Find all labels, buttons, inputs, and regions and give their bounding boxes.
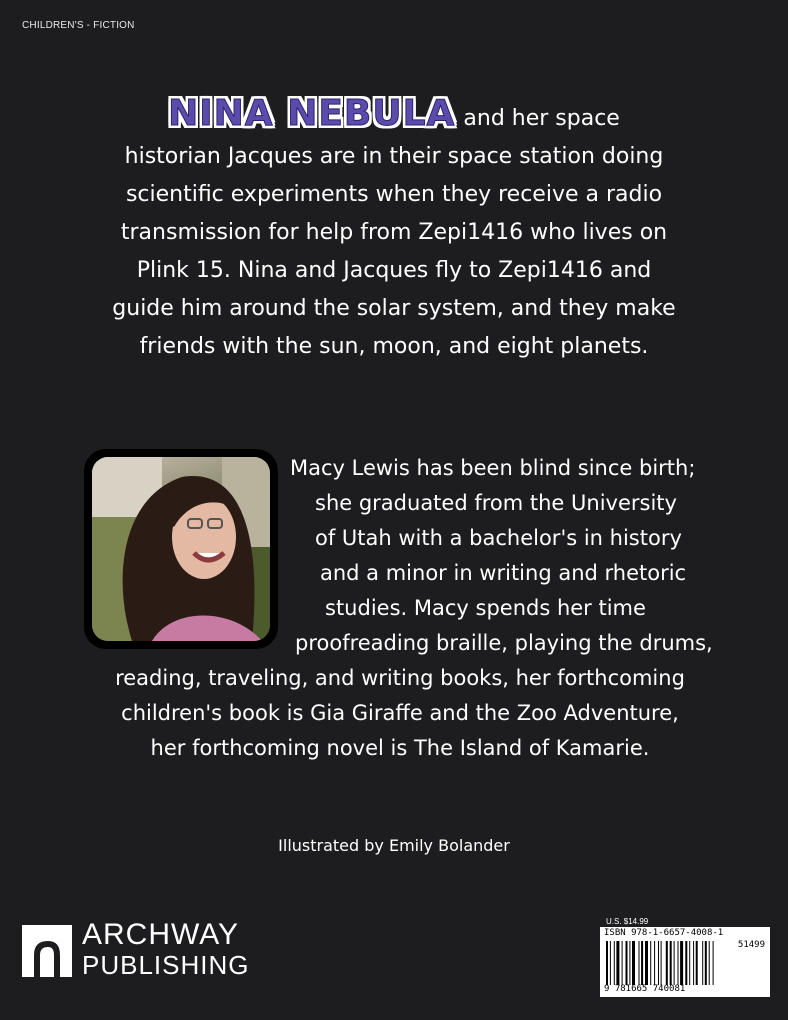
barcode-stripe	[616, 941, 619, 985]
barcode-stripe	[629, 941, 630, 985]
isbn-barcode	[600, 927, 770, 997]
barcode-stripe	[610, 941, 611, 985]
bio-line: she graduated from the University	[315, 491, 677, 515]
blurb-line: friends with the sun, moon, and eight planets.	[139, 334, 649, 359]
bio-line: her forthcoming novel is The Island of Kamarie.	[150, 736, 650, 760]
genre-label: CHILDREN'S - FICTION	[22, 20, 135, 31]
publisher-name-line2: PUBLISHING	[82, 950, 250, 980]
barcode-stripe	[626, 941, 628, 985]
barcode-addon-text: 51499	[737, 940, 765, 950]
barcode-stripe	[689, 941, 690, 985]
blurb-line: historian Jacques are in their space station doing	[124, 144, 664, 169]
barcode-stripe	[674, 941, 675, 985]
blurb-line-1	[60, 92, 728, 138]
barcode-stripe	[713, 941, 714, 985]
barcode-stripe	[666, 941, 668, 985]
barcode-stripe	[654, 941, 655, 985]
blurb-line: guide him around the solar system, and they make	[112, 296, 676, 321]
bio-line: reading, traveling, and writing books, her forthcoming	[115, 666, 685, 690]
bio-line: proofreading braille, playing the drums,	[295, 631, 713, 655]
barcode-stripe	[685, 941, 687, 985]
bio-line: Macy Lewis has been blind since birth;	[290, 456, 696, 480]
bio-line: of Utah with a bachelor's in history	[315, 526, 682, 550]
blurb-line: Plink 15. Nina and Jacques fly to Zepi1416 and	[136, 258, 652, 283]
barcode-stripe	[645, 941, 648, 985]
blurb-line: transmission for help from Zepi1416 who lives on	[120, 220, 668, 245]
barcode-stripe	[702, 941, 703, 985]
book-blurb	[60, 92, 728, 366]
barcode-stripe	[641, 941, 643, 985]
barcode-stripe	[670, 941, 672, 985]
bio-line: studies. Macy spends her time	[325, 596, 646, 620]
barcode-stripe	[632, 941, 635, 985]
barcode-stripe	[658, 941, 659, 985]
author-bio	[100, 451, 713, 766]
book-title-logo: NINA NEBULA	[168, 93, 456, 134]
barcode-stripe	[680, 941, 683, 985]
barcode-stripe	[650, 941, 651, 985]
blurb-line: scientific experiments when they receive a radio	[125, 182, 663, 207]
barcode-stripe	[705, 941, 707, 985]
barcode-stripe	[606, 941, 608, 985]
price-label: U.S. $14.99	[606, 917, 649, 926]
barcode-stripe	[696, 941, 698, 985]
bio-line: children's book is Gia Giraffe and the Zoo Adventure,	[121, 701, 679, 725]
ean-text: 9 781665 740081	[604, 984, 686, 994]
illustrator-credit: Illustrated by Emily Bolander	[278, 836, 510, 855]
barcode-stripe	[639, 941, 640, 985]
barcode-stripe	[614, 941, 615, 985]
archway-arch-icon	[22, 925, 72, 977]
isbn-text: ISBN 978-1-6657-4008-1	[604, 928, 724, 938]
bio-line: and a minor in writing and rhetoric	[320, 561, 687, 585]
barcode-stripe	[693, 941, 694, 985]
publisher-logo	[22, 918, 262, 980]
barcode-stripe	[709, 941, 710, 985]
barcode-stripe	[661, 941, 662, 985]
barcode-stripe	[622, 941, 623, 985]
blurb-line-1-text: and her space	[463, 106, 620, 131]
publisher-name-line1: ARCHWAY	[82, 918, 239, 951]
barcode-stripe	[678, 941, 679, 985]
